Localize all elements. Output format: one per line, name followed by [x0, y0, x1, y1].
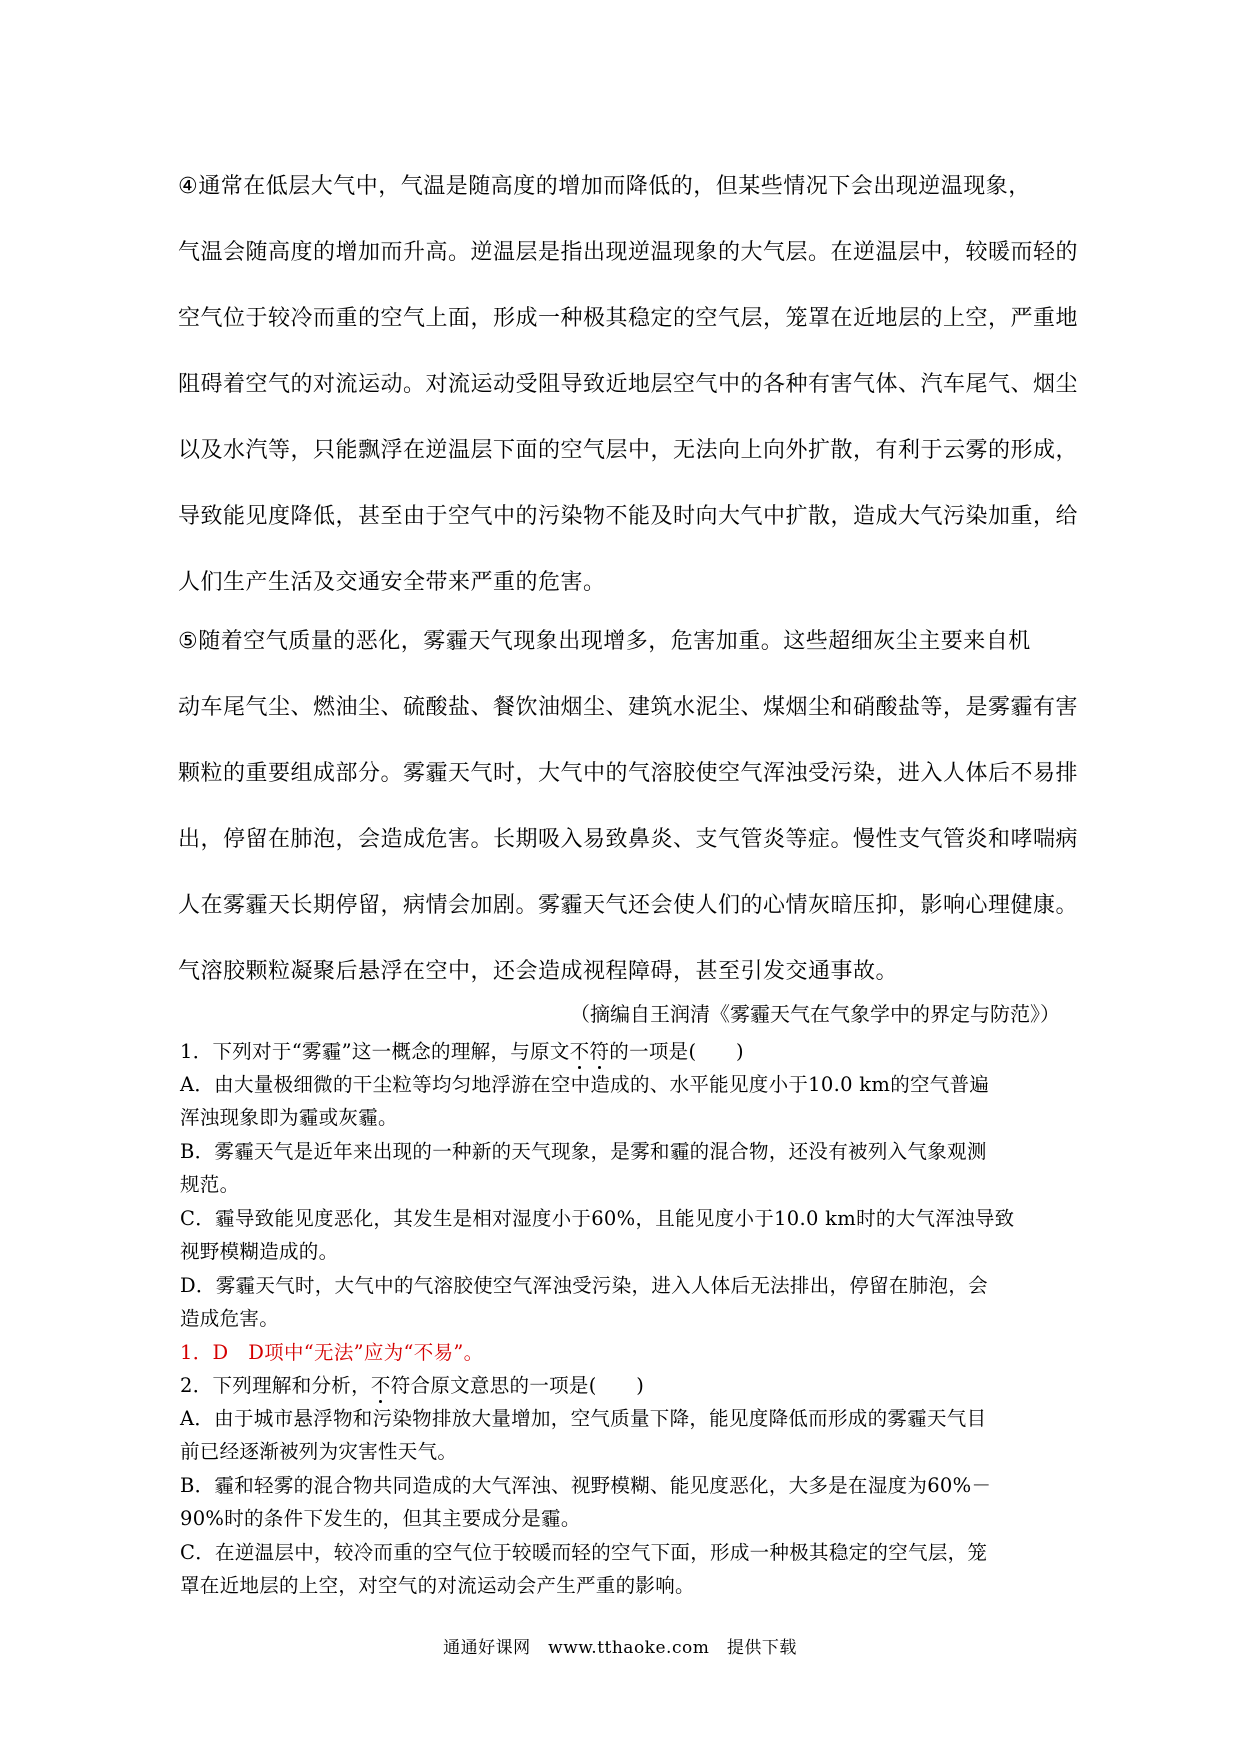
question-1-option-c	[180, 1202, 1070, 1268]
questions-section	[180, 1035, 1070, 1603]
option-line: B．雾霾天气是近年来出现的一种新的天气现象，是雾和霾的混合物，还没有被列入气象观测	[180, 1140, 987, 1163]
passage-line: 空气位于较冷而重的空气上面，形成一种极其稳定的空气层，笼罩在近地层的上空，严重地	[178, 306, 1079, 331]
passage-line: 气温会随高度的增加而升高。逆温层是指出现逆温现象的大气层。在逆温层中，较暖而轻的	[178, 240, 1079, 265]
passage-paragraph-5	[178, 609, 1079, 1005]
passage-line: 阻碍着空气的对流运动。对流运动受阻导致近地层空气中的各种有害气体、汽车尾气、烟尘	[178, 372, 1079, 397]
emphasis-char: 符	[589, 1040, 610, 1063]
passage-line: 以及水汽等，只能飘浮在逆温层下面的空气层中，无法向上向外扩散，有利于云雾的形成，	[178, 438, 1079, 463]
passage-line: 人们生产生活及交通安全带来严重的危害。	[178, 570, 606, 595]
passage-line: 气溶胶颗粒凝聚后悬浮在空中，还会造成视程障碍，甚至引发交通事故。	[178, 959, 899, 984]
question-1-stem	[180, 1035, 1070, 1068]
question-2-option-a	[180, 1402, 1070, 1468]
option-line: 视野模糊造成的。	[180, 1240, 339, 1263]
emphasis-char: 不	[569, 1040, 590, 1063]
question-2-stem	[180, 1369, 1070, 1402]
question-1-answer: 1．D D项中“无法”应为“不易”。	[180, 1341, 484, 1364]
passage-line: ④通常在低层大气中，气温是随高度的增加而降低的，但某些情况下会出现逆温现象，	[178, 174, 1031, 199]
option-line: B．霾和轻雾的混合物共同造成的大气浑浊、视野模糊、能见度恶化，大多是在湿度为60%－	[180, 1474, 992, 1497]
option-line: A．由于城市悬浮物和污染物排放大量增加，空气质量下降，能见度降低而形成的雾霾天气目	[180, 1407, 987, 1430]
page-footer: 通通好课网 www.tthaoke.com 提供下载	[443, 1638, 797, 1658]
passage-line: 颗粒的重要组成部分。雾霾天气时，大气中的气溶胶使空气浑浊受污染，进入人体后不易排	[178, 761, 1079, 786]
option-line: 规范。	[180, 1173, 240, 1196]
passage-line: ⑤随着空气质量的恶化，雾霾天气现象出现增多，危害加重。这些超细灰尘主要来自机	[178, 629, 1031, 654]
question-2-option-b	[180, 1469, 1070, 1535]
passage-line: 动车尾气尘、燃油尘、硫酸盐、餐饮油烟尘、建筑水泥尘、煤烟尘和硝酸盐等，是雾霾有害	[178, 695, 1079, 720]
question-1-option-b	[180, 1135, 1070, 1201]
question-2-option-c	[180, 1536, 1070, 1602]
question-1-option-d	[180, 1269, 1070, 1335]
passage-line: 出，停留在肺泡，会造成危害。长期吸入易致鼻炎、支气管炎等症。慢性支气管炎和哮喘病	[178, 827, 1079, 852]
option-line: 罩在近地层的上空，对空气的对流运动会产生严重的影响。	[180, 1574, 695, 1597]
option-line: 造成危害。	[180, 1307, 280, 1330]
stem-text: 1．下列对于“雾霾”这一概念的理解，与原文	[180, 1040, 570, 1063]
emphasis-char: 不	[370, 1374, 391, 1397]
option-line: 90%时的条件下发生的，但其主要成分是霾。	[180, 1507, 581, 1530]
source-citation: （摘编自王润清《雾霾天气在气象学中的界定与防范》）	[570, 1002, 1060, 1026]
passage-paragraph-4	[178, 154, 1079, 616]
stem-text: 的一项是( )	[609, 1040, 744, 1063]
option-line: C．在逆温层中，较冷而重的空气位于较暖而轻的空气下面，形成一种极其稳定的空气层，笼	[180, 1541, 988, 1564]
option-line: C．霾导致能见度恶化，其发生是相对湿度小于60%，且能见度小于10.0 km时的大气浑浊导致	[180, 1207, 1015, 1230]
option-line: D．雾霾天气时，大气中的气溶胶使空气浑浊受污染，进入人体后无法排出，停留在肺泡，会	[180, 1274, 988, 1297]
option-line: A．由大量极细微的干尘粒等均匀地浮游在空中造成的、水平能见度小于10.0 km的空气普遍	[180, 1073, 990, 1096]
stem-text: 2．下列理解和分析，	[180, 1374, 371, 1397]
stem-text: 符合原文意思的一项是( )	[390, 1374, 645, 1397]
passage-line: 导致能见度降低，甚至由于空气中的污染物不能及时向大气中扩散，造成大气污染加重，给	[178, 504, 1079, 529]
option-line: 浑浊现象即为霾或灰霾。	[180, 1106, 398, 1129]
option-line: 前已经逐渐被列为灾害性天气。	[180, 1440, 458, 1463]
question-1-option-a	[180, 1068, 1070, 1134]
passage-line: 人在雾霾天长期停留，病情会加剧。雾霾天气还会使人们的心情灰暗压抑，影响心理健康。	[178, 893, 1079, 918]
